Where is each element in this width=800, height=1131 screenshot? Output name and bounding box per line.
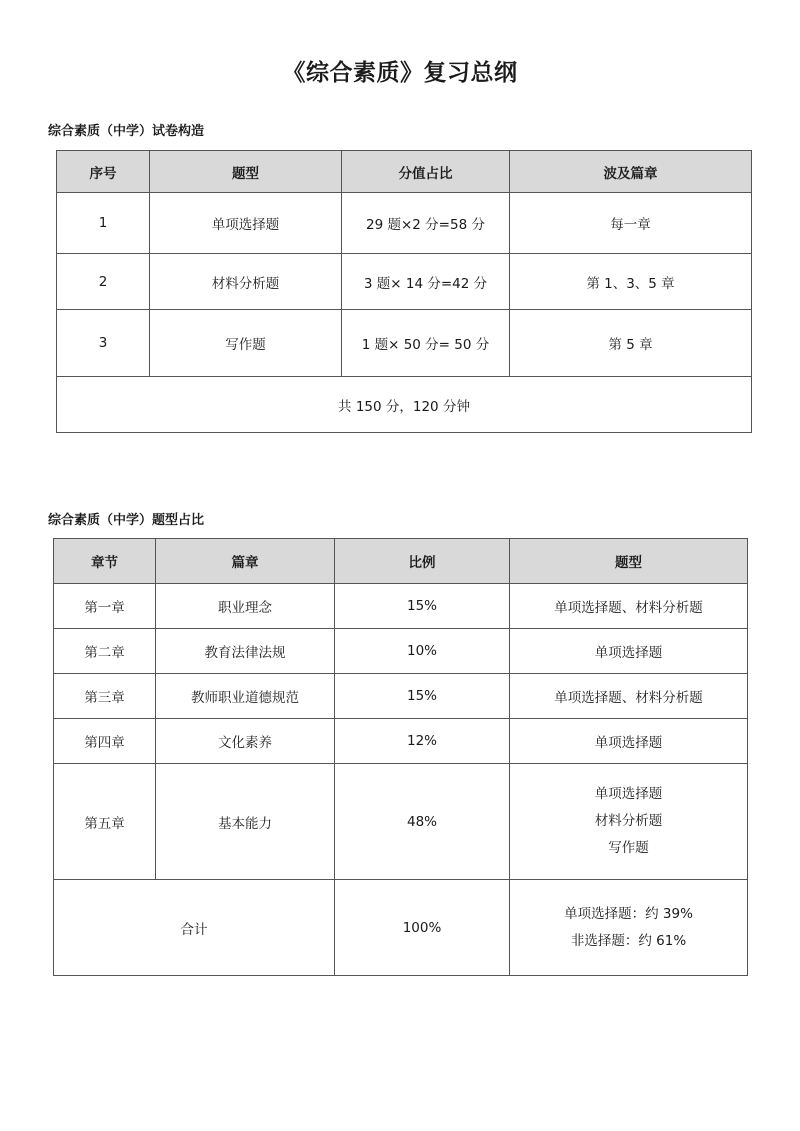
table-row: [57, 254, 752, 310]
table-cell: 教育法律法规: [156, 629, 335, 674]
header-cell: 章节: [54, 539, 156, 584]
table-cell: 15%: [335, 584, 510, 629]
summary-label-cell: 合计: [54, 880, 335, 976]
table-row: [57, 310, 752, 377]
table-cell: 48%: [335, 764, 510, 880]
summary-ratio-cell: 100%: [335, 880, 510, 976]
question-type-line: 单项选择题: [594, 786, 663, 802]
table-cell: 2: [57, 254, 150, 310]
table-cell: 12%: [335, 719, 510, 764]
table-cell: 1 题× 50 分= 50 分: [342, 310, 510, 377]
summary-breakdown-cell: [510, 880, 748, 976]
table-row: [54, 584, 748, 629]
table-cell: 29 题×2 分=58 分: [342, 193, 510, 254]
table-cell: 10%: [335, 629, 510, 674]
table-row: [54, 764, 748, 880]
table-cell: 第五章: [54, 764, 156, 880]
table-cell: 3 题× 14 分=42 分: [342, 254, 510, 310]
total-cell: 共 150 分，120 分钟: [57, 377, 752, 433]
table-total-row: [57, 377, 752, 433]
table-cell: 单项选择题: [510, 629, 748, 674]
header-cell: 篇章: [156, 539, 335, 584]
table-cell: 第 1、3、5 章: [510, 254, 752, 310]
header-cell: 分值占比: [342, 151, 510, 193]
table-cell-multiline: [510, 764, 748, 880]
table-cell: 文化素养: [156, 719, 335, 764]
table-cell: 第 5 章: [510, 310, 752, 377]
table-cell: 第一章: [54, 584, 156, 629]
table-row: [54, 629, 748, 674]
question-type-line: 材料分析题: [594, 813, 663, 829]
header-cell: 比例: [335, 539, 510, 584]
table-row: [54, 719, 748, 764]
table-cell: 基本能力: [156, 764, 335, 880]
exam-structure-table: [56, 150, 752, 433]
summary-line: 非选择题：约 61%: [570, 932, 687, 949]
table-summary-row: [54, 880, 748, 976]
table-cell: 第三章: [54, 674, 156, 719]
table-header-row: [54, 539, 748, 584]
table-cell: 3: [57, 310, 150, 377]
header-cell: 题型: [510, 539, 748, 584]
summary-line: 单项选择题：约 39%: [564, 905, 693, 922]
table-cell: 单项选择题: [150, 193, 342, 254]
table-cell: 单项选择题、材料分析题: [510, 674, 748, 719]
table-header-row: [57, 151, 752, 193]
table-cell: 单项选择题、材料分析题: [510, 584, 748, 629]
table-cell: 1: [57, 193, 150, 254]
question-type-line: 写作题: [608, 840, 649, 856]
table-cell: 单项选择题: [510, 719, 748, 764]
table-cell: 职业理念: [156, 584, 335, 629]
header-cell: 序号: [57, 151, 150, 193]
table-row: [54, 674, 748, 719]
table-cell: 写作题: [150, 310, 342, 377]
section-heading-question-ratio: 综合素质（中学）题型占比: [48, 513, 205, 528]
table-cell: 15%: [335, 674, 510, 719]
table-cell: 第二章: [54, 629, 156, 674]
question-ratio-table: [53, 538, 748, 976]
section-heading-exam-structure: 综合素质（中学）试卷构造: [48, 124, 205, 139]
header-cell: 波及篇章: [510, 151, 752, 193]
table-cell: 每一章: [510, 193, 752, 254]
page-title: 《综合素质》复习总纲: [282, 60, 518, 86]
table-cell: 材料分析题: [150, 254, 342, 310]
table-cell: 教师职业道德规范: [156, 674, 335, 719]
table-row: [57, 193, 752, 254]
table-cell: 第四章: [54, 719, 156, 764]
header-cell: 题型: [150, 151, 342, 193]
